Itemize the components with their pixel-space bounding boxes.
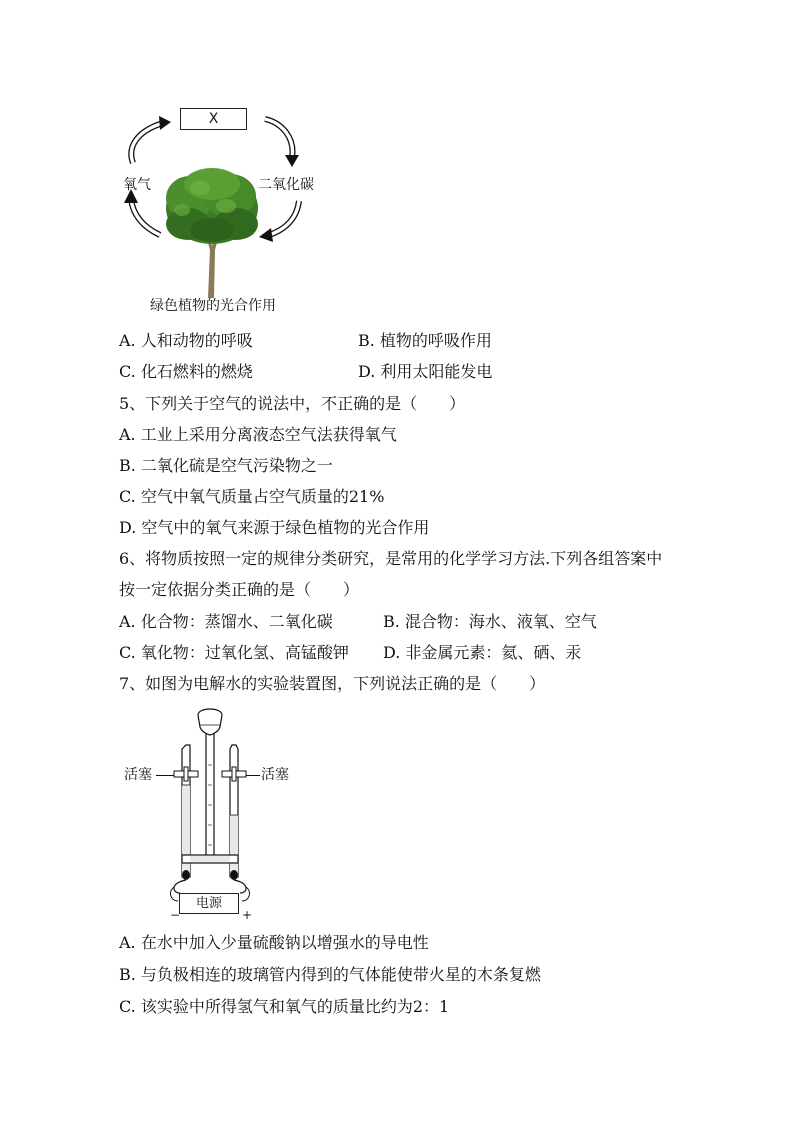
q7-option-a: A. 在水中加入少量硫酸钠以增强水的导电性	[119, 933, 429, 952]
q7-option-b: B. 与负极相连的玻璃管内得到的气体能使带火星的木条复燃	[119, 965, 541, 984]
q4-option-a: A. 人和动物的呼吸	[119, 331, 253, 350]
q7-option-c: C. 该实验中所得氢气和氧气的质量比约为2：1	[119, 997, 450, 1016]
co2-label: 二氧化碳	[258, 177, 314, 193]
q7-stem: 7、如图为电解水的实验装置图，下列说法正确的是（ ）	[119, 674, 546, 693]
negative-terminal: −	[170, 908, 181, 922]
q6-stem-line2: 按一定依据分类正确的是（ ）	[119, 580, 360, 599]
positive-terminal: +	[242, 908, 253, 922]
figure-caption: 绿色植物的光合作用	[150, 298, 276, 314]
q5-option-a: A. 工业上采用分离液态空气法获得氧气	[119, 425, 397, 444]
electrolysis-apparatus	[160, 705, 270, 920]
q6-option-a: A. 化合物：蒸馏水、二氧化碳	[119, 612, 333, 631]
q4-option-b: B. 植物的呼吸作用	[358, 331, 492, 350]
q6-stem-line1: 6、将物质按照一定的规律分类研究，是常用的化学学习方法.下列各组答案中	[119, 549, 663, 568]
q5-option-d: D. 空气中的氧气来源于绿色植物的光合作用	[119, 518, 430, 537]
power-source: 电源	[179, 893, 239, 914]
q6-option-d: D. 非金属元素：氦、硒、汞	[383, 643, 582, 662]
arrow-tree-to-oxygen	[131, 199, 160, 235]
q6-option-c: C. 氧化物：过氧化氢、高锰酸钾	[119, 643, 349, 662]
oxygen-label: 氧气	[123, 177, 151, 193]
stopcock-label-left: 活塞	[124, 767, 152, 783]
q5-option-b: B. 二氧化硫是空气污染物之一	[119, 456, 333, 475]
q5-option-c: C. 空气中氧气质量占空气质量的21%	[119, 487, 385, 506]
q4-option-c: C. 化石燃料的燃烧	[119, 362, 253, 381]
stopcock-left-leader	[156, 775, 174, 776]
q6-option-b: B. 混合物：海水、液氧、空气	[383, 612, 597, 631]
stopcock-right-leader	[246, 775, 260, 776]
tree-image	[160, 166, 264, 298]
unknown-x-box: X	[180, 108, 247, 130]
q5-stem: 5、下列关于空气的说法中，不正确的是（ ）	[119, 394, 466, 413]
stopcock-label-right: 活塞	[261, 767, 289, 783]
q4-option-d: D. 利用太阳能发电	[358, 362, 493, 381]
